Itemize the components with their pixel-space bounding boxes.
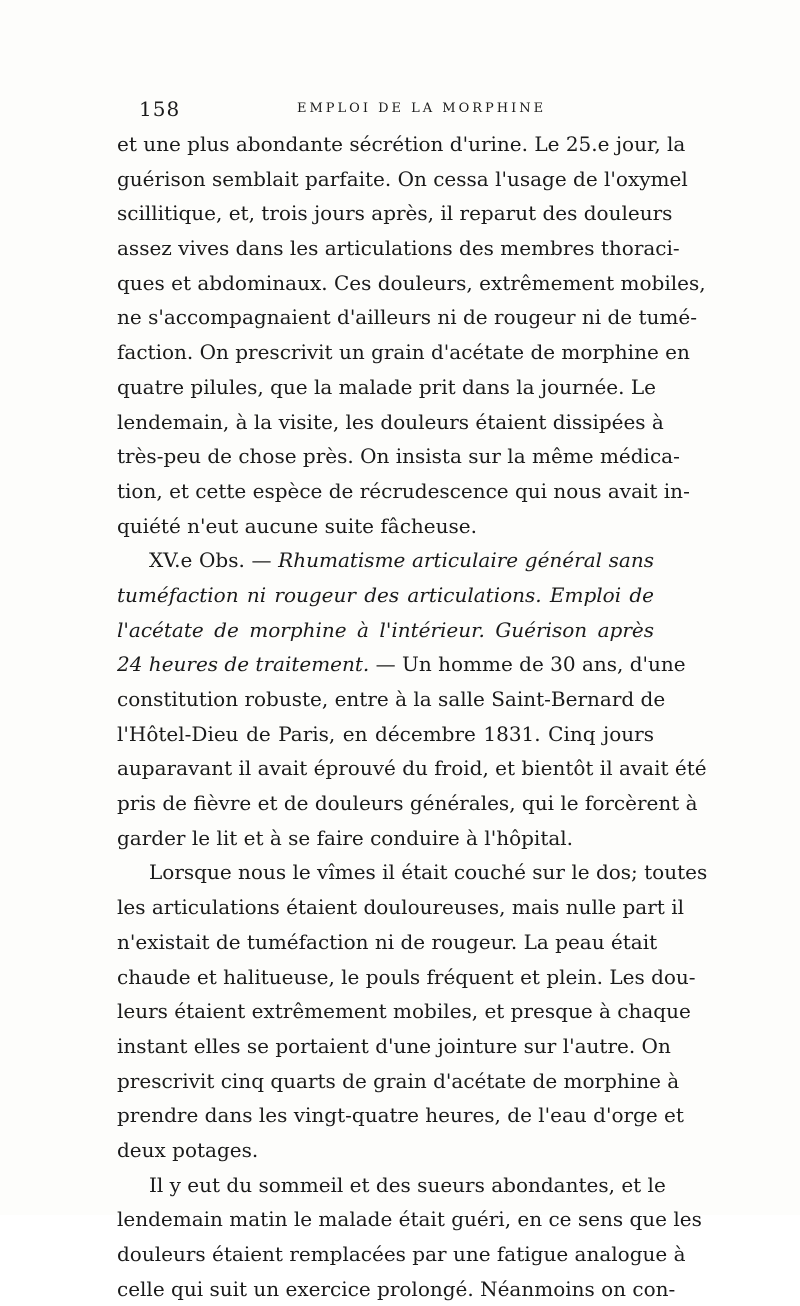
paragraph-3 — [117, 1168, 702, 1306]
text-line: tion, et cette espèce de récrudescence qui nous avait in- — [117, 478, 690, 503]
page-number: 158 — [139, 97, 181, 121]
text-block — [117, 97, 708, 1306]
observation-title-line: l'acétate de morphine à l'intérieur. Guérison après — [117, 617, 654, 642]
text-line: l'Hôtel-Dieu de Paris, en décembre 1831. Cinq jours — [117, 721, 654, 746]
text-line: chaude et halitueuse, le pouls fréquent et plein. Les dou- — [117, 964, 696, 989]
text-line: quiété n'eut aucune suite fâcheuse. — [117, 513, 477, 538]
observation-title-line — [117, 647, 686, 682]
text-line: celle qui suit un exercice prolongé. Néanmoins on con- — [117, 1276, 676, 1301]
text-line: constitution robuste, entre à la salle Saint-Bernard de — [117, 687, 666, 711]
observation-title-end: 24 heures de traitement. — [117, 652, 370, 677]
text-line: scillitique, et, trois jours après, il reparut des douleurs — [117, 201, 673, 226]
text-line: très-peu de chose près. On insista sur la même médica- — [117, 444, 680, 469]
paragraph-2 — [117, 855, 708, 1167]
text-line: auparavant il avait éprouvé du froid, et bientôt il avait été — [117, 756, 707, 781]
observation-title: Rhumatisme articulaire général sans — [278, 548, 654, 573]
text-line: prescrivit cinq quarts de grain d'acétate de morphine à — [117, 1068, 680, 1093]
text-line: et une plus abondante sécrétion d'urine. Le 25.e jour, la — [117, 132, 686, 156]
text-line: pris de fièvre et de douleurs générales, qui le forcèrent à — [117, 791, 698, 816]
observation-label: XV.e Obs. — — [149, 548, 272, 573]
text-line: Lorsque nous le vîmes il était couché sur le dos; toutes — [149, 860, 708, 885]
text-line: garder le lit et à se faire conduire à l'hôpital. — [117, 825, 574, 850]
text-line: n'existait de tuméfaction ni de rougeur. La peau était — [117, 929, 658, 954]
running-head: EMPLOI DE LA MORPHINE — [297, 101, 547, 116]
observation-title-line: tuméfaction ni rougeur des articulations. Emploi de — [117, 582, 654, 607]
observation-body-start: — Un homme de 30 ans, d'une — [369, 652, 686, 677]
text-line: faction. On prescrivit un grain d'acétate de morphine en — [117, 340, 690, 365]
text-line: Il y eut du sommeil et des sueurs abondantes, et le — [149, 1172, 666, 1197]
text-line: leurs étaient extrêmement mobiles, et presque à chaque — [117, 999, 691, 1024]
text-line: ques et abdominaux. Ces douleurs, extrêmement mobiles, — [117, 270, 706, 295]
page-header — [117, 97, 654, 127]
text-line: ne s'accompagnaient d'ailleurs ni de rougeur ni de tumé- — [117, 305, 697, 330]
text-line: guérison semblait parfaite. On cessa l'usage de l'oxymel — [117, 166, 688, 191]
text-line: les articulations étaient douloureuses, mais nulle part il — [117, 895, 684, 920]
text-line: deux potages. — [117, 1137, 259, 1162]
observation-heading-line — [117, 543, 654, 578]
text-line: prendre dans les vingt-quatre heures, de l'eau d'orge et — [117, 1103, 684, 1128]
text-line: lendemain matin le malade était guéri, en ce sens que les — [117, 1207, 702, 1232]
text-line: assez vives dans les articulations des membres thoraci- — [117, 236, 680, 261]
text-line: douleurs étaient remplacées par une fatigue analogue à — [117, 1242, 686, 1266]
text-line: instant elles se portaient d'une jointure sur l'autre. On — [117, 1033, 671, 1058]
observation-section — [117, 543, 707, 855]
text-line: quatre pilules, que la malade prit dans la journée. Le — [117, 374, 656, 399]
text-line: lendemain, à la visite, les douleurs étaient dissipées à — [117, 409, 664, 434]
paragraph-1 — [117, 127, 706, 543]
